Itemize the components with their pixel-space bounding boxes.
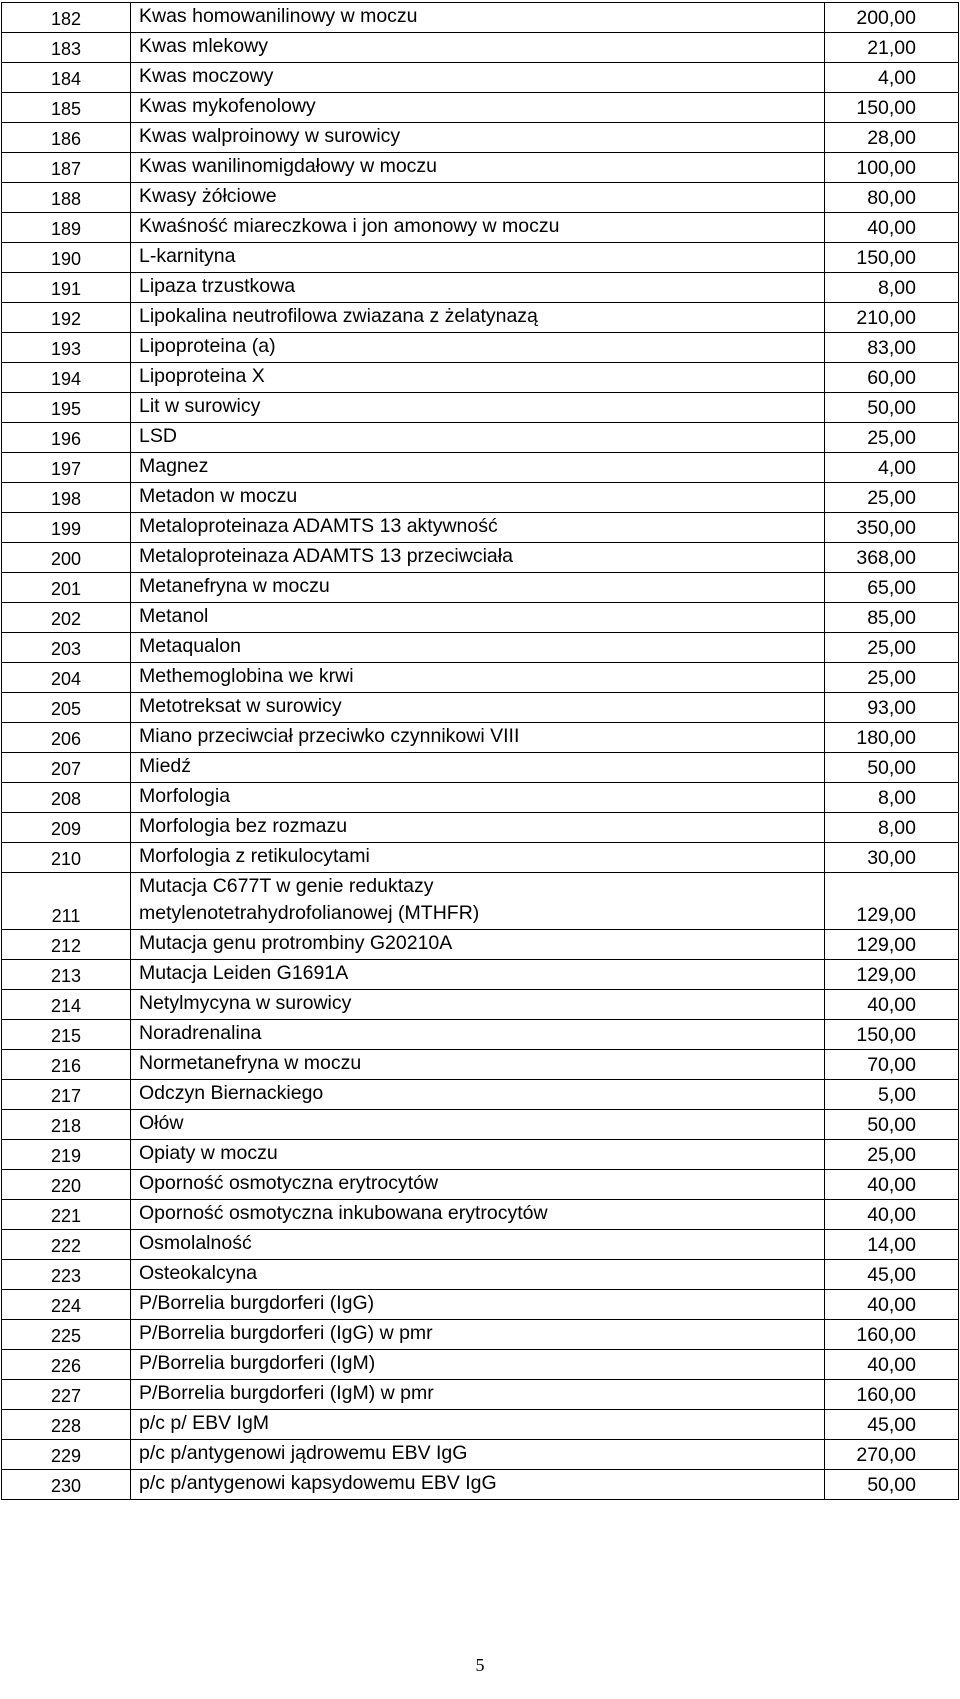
row-number: 223 bbox=[2, 1260, 131, 1290]
test-price: 80,00 bbox=[825, 183, 959, 213]
test-price: 160,00 bbox=[825, 1380, 959, 1410]
test-price: 368,00 bbox=[825, 543, 959, 573]
table-row bbox=[2, 1080, 959, 1110]
test-name bbox=[131, 123, 825, 153]
table-row bbox=[2, 243, 959, 273]
test-price: 4,00 bbox=[825, 63, 959, 93]
table-row bbox=[2, 873, 959, 930]
row-number: 226 bbox=[2, 1350, 131, 1380]
test-price: 25,00 bbox=[825, 663, 959, 693]
row-number: 228 bbox=[2, 1410, 131, 1440]
table-row bbox=[2, 153, 959, 183]
row-number: 190 bbox=[2, 243, 131, 273]
row-number: 229 bbox=[2, 1440, 131, 1470]
row-number: 222 bbox=[2, 1230, 131, 1260]
test-name bbox=[131, 303, 825, 333]
test-name-line: Metaloproteinaza ADAMTS 13 aktywność bbox=[139, 515, 498, 537]
test-name-line: metylenotetrahydrofolianowej (MTHFR) bbox=[139, 902, 480, 924]
row-number: 225 bbox=[2, 1320, 131, 1350]
row-number: 204 bbox=[2, 663, 131, 693]
test-name-line: Kwaśność miareczkowa i jon amonowy w moczu bbox=[139, 215, 560, 237]
table-row bbox=[2, 813, 959, 843]
test-name bbox=[131, 1260, 825, 1290]
test-name-line: p/c p/antygenowi jądrowemu EBV IgG bbox=[139, 1442, 468, 1464]
test-name-line: Mutacja C677T w genie reduktazy bbox=[139, 875, 434, 897]
test-name bbox=[131, 633, 825, 663]
test-price: 8,00 bbox=[825, 783, 959, 813]
row-number: 199 bbox=[2, 513, 131, 543]
test-name bbox=[131, 453, 825, 483]
test-price: 200,00 bbox=[825, 3, 959, 33]
table-row bbox=[2, 1170, 959, 1200]
table-row bbox=[2, 693, 959, 723]
test-name-line: L-karnityna bbox=[139, 245, 236, 267]
test-price: 25,00 bbox=[825, 1140, 959, 1170]
table-row bbox=[2, 183, 959, 213]
test-name-line: Mutacja genu protrombiny G20210A bbox=[139, 932, 453, 954]
table-row bbox=[2, 483, 959, 513]
test-name-line: Methemoglobina we krwi bbox=[139, 665, 354, 687]
table-row bbox=[2, 3, 959, 33]
test-price: 25,00 bbox=[825, 423, 959, 453]
row-number: 216 bbox=[2, 1050, 131, 1080]
test-name bbox=[131, 243, 825, 273]
row-number: 213 bbox=[2, 960, 131, 990]
test-name bbox=[131, 1170, 825, 1200]
table-row bbox=[2, 723, 959, 753]
row-number: 193 bbox=[2, 333, 131, 363]
table-row bbox=[2, 1440, 959, 1470]
test-price: 50,00 bbox=[825, 753, 959, 783]
test-name-line: Lipokalina neutrofilowa zwiazana z żelatynazą bbox=[139, 305, 538, 327]
table-row bbox=[2, 960, 959, 990]
test-name bbox=[131, 1290, 825, 1320]
test-name bbox=[131, 63, 825, 93]
row-number: 192 bbox=[2, 303, 131, 333]
test-name bbox=[131, 873, 825, 930]
table-row bbox=[2, 1020, 959, 1050]
test-name bbox=[131, 273, 825, 303]
row-number: 201 bbox=[2, 573, 131, 603]
test-price: 40,00 bbox=[825, 1170, 959, 1200]
page-number: 5 bbox=[475, 1655, 485, 1675]
test-name-line: Miedź bbox=[139, 755, 192, 777]
test-price: 4,00 bbox=[825, 453, 959, 483]
table-row bbox=[2, 783, 959, 813]
test-name bbox=[131, 573, 825, 603]
row-number: 191 bbox=[2, 273, 131, 303]
test-price: 270,00 bbox=[825, 1440, 959, 1470]
test-name-line: Normetanefryna w moczu bbox=[139, 1052, 362, 1074]
price-list-body bbox=[2, 3, 959, 1500]
test-name-line: Kwas mykofenolowy bbox=[139, 95, 316, 117]
test-name-line: Ołów bbox=[139, 1112, 184, 1134]
test-price: 129,00 bbox=[825, 960, 959, 990]
test-price: 50,00 bbox=[825, 393, 959, 423]
test-price: 129,00 bbox=[825, 873, 959, 930]
table-row bbox=[2, 1350, 959, 1380]
test-name bbox=[131, 1320, 825, 1350]
row-number: 218 bbox=[2, 1110, 131, 1140]
test-price: 40,00 bbox=[825, 1350, 959, 1380]
test-name-line: Morfologia bez rozmazu bbox=[139, 815, 348, 837]
row-number: 210 bbox=[2, 843, 131, 873]
table-row bbox=[2, 453, 959, 483]
row-number: 203 bbox=[2, 633, 131, 663]
table-row bbox=[2, 423, 959, 453]
test-name bbox=[131, 363, 825, 393]
test-price: 150,00 bbox=[825, 93, 959, 123]
test-price: 40,00 bbox=[825, 990, 959, 1020]
test-price: 60,00 bbox=[825, 363, 959, 393]
test-name bbox=[131, 1410, 825, 1440]
test-price: 65,00 bbox=[825, 573, 959, 603]
table-row bbox=[2, 273, 959, 303]
row-number: 198 bbox=[2, 483, 131, 513]
test-name-line: Kwas wanilinomigdałowy w moczu bbox=[139, 155, 438, 177]
row-number: 214 bbox=[2, 990, 131, 1020]
test-name bbox=[131, 33, 825, 63]
table-row bbox=[2, 603, 959, 633]
test-name-line: Oporność osmotyczna erytrocytów bbox=[139, 1172, 439, 1194]
test-price: 5,00 bbox=[825, 1080, 959, 1110]
test-name bbox=[131, 1230, 825, 1260]
test-price: 100,00 bbox=[825, 153, 959, 183]
test-price: 150,00 bbox=[825, 1020, 959, 1050]
test-name bbox=[131, 603, 825, 633]
test-name bbox=[131, 753, 825, 783]
test-name bbox=[131, 1470, 825, 1500]
row-number: 220 bbox=[2, 1170, 131, 1200]
test-name-line: P/Borrelia burgdorferi (IgM) bbox=[139, 1352, 376, 1374]
test-name bbox=[131, 930, 825, 960]
test-price: 21,00 bbox=[825, 33, 959, 63]
test-name bbox=[131, 93, 825, 123]
test-name-line: P/Borrelia burgdorferi (IgM) w pmr bbox=[139, 1382, 434, 1404]
test-name bbox=[131, 153, 825, 183]
row-number: 208 bbox=[2, 783, 131, 813]
table-row bbox=[2, 1380, 959, 1410]
test-name bbox=[131, 423, 825, 453]
test-name-line: Lipoproteina X bbox=[139, 365, 265, 387]
test-name-line: Netylmycyna w surowicy bbox=[139, 992, 352, 1014]
table-row bbox=[2, 1260, 959, 1290]
test-name-line: Osmolalność bbox=[139, 1232, 252, 1254]
row-number: 221 bbox=[2, 1200, 131, 1230]
table-row bbox=[2, 333, 959, 363]
table-row bbox=[2, 573, 959, 603]
table-row bbox=[2, 93, 959, 123]
row-number: 182 bbox=[2, 3, 131, 33]
test-name-line: p/c p/antygenowi kapsydowemu EBV IgG bbox=[139, 1472, 497, 1494]
table-row bbox=[2, 363, 959, 393]
row-number: 224 bbox=[2, 1290, 131, 1320]
test-name-line: Metaloproteinaza ADAMTS 13 przeciwciała bbox=[139, 545, 513, 567]
test-name-line: Metanol bbox=[139, 605, 209, 627]
row-number: 212 bbox=[2, 930, 131, 960]
test-name bbox=[131, 663, 825, 693]
row-number: 227 bbox=[2, 1380, 131, 1410]
table-row bbox=[2, 543, 959, 573]
table-row bbox=[2, 1230, 959, 1260]
test-name-line: Metaqualon bbox=[139, 635, 241, 657]
test-name-line: Metotreksat w surowicy bbox=[139, 695, 342, 717]
test-price: 180,00 bbox=[825, 723, 959, 753]
test-name bbox=[131, 693, 825, 723]
row-number: 189 bbox=[2, 213, 131, 243]
row-number: 197 bbox=[2, 453, 131, 483]
row-number: 205 bbox=[2, 693, 131, 723]
test-name bbox=[131, 513, 825, 543]
test-name bbox=[131, 843, 825, 873]
test-price: 350,00 bbox=[825, 513, 959, 543]
row-number: 186 bbox=[2, 123, 131, 153]
row-number: 230 bbox=[2, 1470, 131, 1500]
row-number: 211 bbox=[2, 873, 131, 930]
table-row bbox=[2, 930, 959, 960]
test-name bbox=[131, 960, 825, 990]
test-name-line: Kwas moczowy bbox=[139, 65, 274, 87]
test-name bbox=[131, 183, 825, 213]
test-name-line: p/c p/ EBV IgM bbox=[139, 1412, 270, 1434]
test-price: 50,00 bbox=[825, 1470, 959, 1500]
test-price: 45,00 bbox=[825, 1260, 959, 1290]
test-price: 93,00 bbox=[825, 693, 959, 723]
test-price: 83,00 bbox=[825, 333, 959, 363]
row-number: 195 bbox=[2, 393, 131, 423]
test-name-line: Noradrenalina bbox=[139, 1022, 262, 1044]
test-price: 8,00 bbox=[825, 273, 959, 303]
table-row bbox=[2, 303, 959, 333]
test-name bbox=[131, 990, 825, 1020]
table-row bbox=[2, 663, 959, 693]
test-price: 85,00 bbox=[825, 603, 959, 633]
table-row bbox=[2, 753, 959, 783]
test-price: 40,00 bbox=[825, 1200, 959, 1230]
table-row bbox=[2, 1140, 959, 1170]
test-name-line: LSD bbox=[139, 425, 177, 447]
test-name-line: P/Borrelia burgdorferi (IgG) w pmr bbox=[139, 1322, 433, 1344]
test-price: 14,00 bbox=[825, 1230, 959, 1260]
test-name bbox=[131, 1350, 825, 1380]
test-name-line: Oporność osmotyczna inkubowana erytrocytów bbox=[139, 1202, 548, 1224]
table-row bbox=[2, 1050, 959, 1080]
test-price: 150,00 bbox=[825, 243, 959, 273]
test-name bbox=[131, 1380, 825, 1410]
test-price: 25,00 bbox=[825, 633, 959, 663]
test-name-line: Metanefryna w moczu bbox=[139, 575, 330, 597]
test-price: 30,00 bbox=[825, 843, 959, 873]
table-row bbox=[2, 843, 959, 873]
table-row bbox=[2, 1320, 959, 1350]
row-number: 184 bbox=[2, 63, 131, 93]
table-row bbox=[2, 513, 959, 543]
test-price: 40,00 bbox=[825, 1290, 959, 1320]
test-price: 70,00 bbox=[825, 1050, 959, 1080]
test-price: 28,00 bbox=[825, 123, 959, 153]
row-number: 183 bbox=[2, 33, 131, 63]
test-name-line: Kwas walproinowy w surowicy bbox=[139, 125, 401, 147]
test-name-line: Morfologia z retikulocytami bbox=[139, 845, 370, 867]
test-name-line: Mutacja Leiden G1691A bbox=[139, 962, 349, 984]
table-row bbox=[2, 1470, 959, 1500]
row-number: 219 bbox=[2, 1140, 131, 1170]
test-name-line: Kwasy żółciowe bbox=[139, 185, 277, 207]
test-name bbox=[131, 1440, 825, 1470]
test-name bbox=[131, 213, 825, 243]
row-number: 185 bbox=[2, 93, 131, 123]
table-row bbox=[2, 633, 959, 663]
test-name-line: P/Borrelia burgdorferi (IgG) bbox=[139, 1292, 375, 1314]
test-name-line: Metadon w moczu bbox=[139, 485, 298, 507]
test-name-line: Kwas homowanilinowy w moczu bbox=[139, 5, 418, 27]
table-row bbox=[2, 1200, 959, 1230]
test-name bbox=[131, 1140, 825, 1170]
test-name-line: Kwas mlekowy bbox=[139, 35, 268, 57]
test-name-line: Odczyn Biernackiego bbox=[139, 1082, 324, 1104]
test-name bbox=[131, 813, 825, 843]
test-name bbox=[131, 783, 825, 813]
row-number: 200 bbox=[2, 543, 131, 573]
test-name bbox=[131, 3, 825, 33]
test-name bbox=[131, 483, 825, 513]
test-name bbox=[131, 1020, 825, 1050]
table-row bbox=[2, 63, 959, 93]
test-name bbox=[131, 393, 825, 423]
row-number: 188 bbox=[2, 183, 131, 213]
test-price: 160,00 bbox=[825, 1320, 959, 1350]
row-number: 215 bbox=[2, 1020, 131, 1050]
row-number: 206 bbox=[2, 723, 131, 753]
table-row bbox=[2, 213, 959, 243]
test-name-line: Osteokalcyna bbox=[139, 1262, 258, 1284]
table-row bbox=[2, 1110, 959, 1140]
row-number: 196 bbox=[2, 423, 131, 453]
test-price: 25,00 bbox=[825, 483, 959, 513]
row-number: 194 bbox=[2, 363, 131, 393]
table-row bbox=[2, 990, 959, 1020]
price-list-table bbox=[1, 2, 959, 1500]
row-number: 209 bbox=[2, 813, 131, 843]
test-name-line: Miano przeciwciał przeciwko czynnikowi VIII bbox=[139, 725, 520, 747]
test-name-line: Opiaty w moczu bbox=[139, 1142, 278, 1164]
test-name-line: Lit w surowicy bbox=[139, 395, 261, 417]
table-row bbox=[2, 393, 959, 423]
table-row bbox=[2, 1290, 959, 1320]
table-row bbox=[2, 123, 959, 153]
test-name-line: Morfologia bbox=[139, 785, 231, 807]
test-price: 40,00 bbox=[825, 213, 959, 243]
row-number: 187 bbox=[2, 153, 131, 183]
test-name bbox=[131, 1080, 825, 1110]
row-number: 217 bbox=[2, 1080, 131, 1110]
table-row bbox=[2, 33, 959, 63]
test-name bbox=[131, 723, 825, 753]
test-name bbox=[131, 1050, 825, 1080]
test-price: 50,00 bbox=[825, 1110, 959, 1140]
test-name bbox=[131, 543, 825, 573]
test-name-line: Magnez bbox=[139, 455, 209, 477]
test-price: 45,00 bbox=[825, 1410, 959, 1440]
test-price: 129,00 bbox=[825, 930, 959, 960]
test-price: 8,00 bbox=[825, 813, 959, 843]
row-number: 207 bbox=[2, 753, 131, 783]
test-name bbox=[131, 1110, 825, 1140]
test-name-line: Lipaza trzustkowa bbox=[139, 275, 296, 297]
test-name-line: Lipoproteina (a) bbox=[139, 335, 276, 357]
table-row bbox=[2, 1410, 959, 1440]
test-name bbox=[131, 1200, 825, 1230]
test-name bbox=[131, 333, 825, 363]
row-number: 202 bbox=[2, 603, 131, 633]
test-price: 210,00 bbox=[825, 303, 959, 333]
